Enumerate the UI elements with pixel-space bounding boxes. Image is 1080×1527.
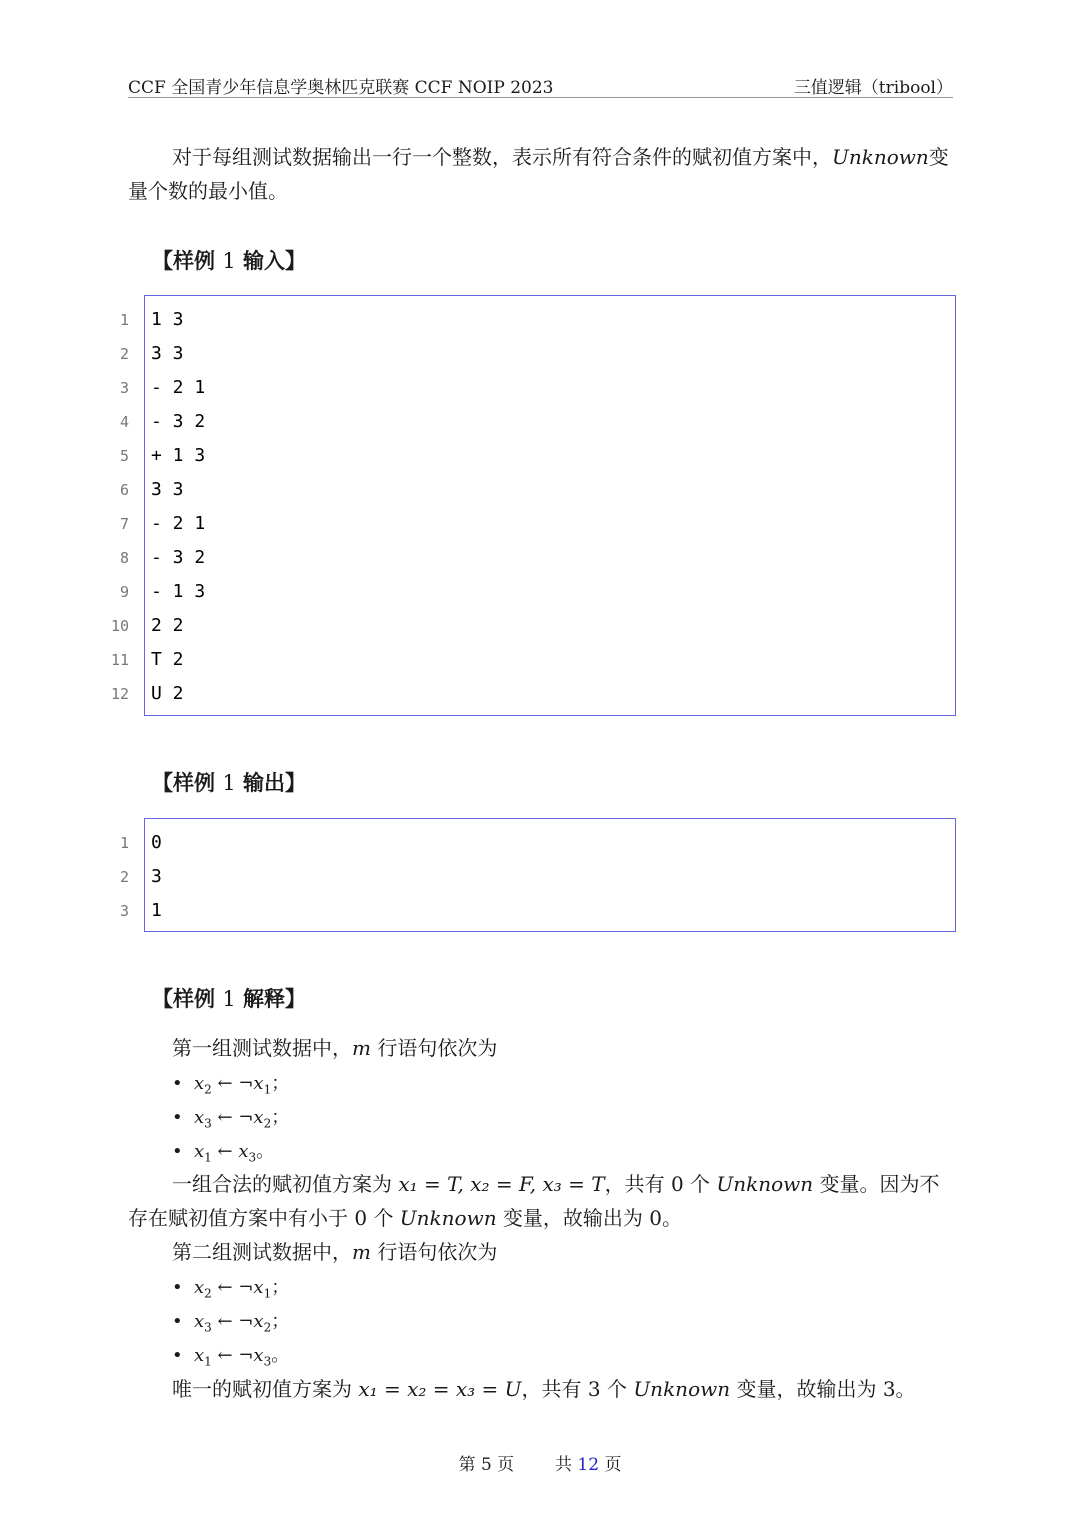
lhs-var: $x_1$ (194, 1345, 212, 1369)
result-b: ，共有 3 个 (521, 1377, 634, 1401)
code-line (110, 643, 955, 677)
title-left: 【样例 (152, 986, 215, 1011)
title-left: 【样例 (152, 770, 215, 795)
bullet-dot: • (172, 1073, 183, 1094)
code-line (119, 575, 955, 609)
m-variable: m (352, 1036, 371, 1060)
sample-input-codebox (110, 295, 956, 716)
line-number: 1 (119, 834, 129, 852)
intro-a: 第二组测试数据中， (172, 1240, 352, 1264)
code-line (119, 473, 955, 507)
code-line (119, 303, 955, 337)
line-number: 9 (119, 583, 129, 601)
total-suffix: 页 (604, 1455, 622, 1475)
unknown-term: Unknown (832, 145, 929, 169)
line-number: 3 (119, 379, 129, 397)
code-text: 3 3 (151, 343, 184, 364)
code-text: - 2 1 (151, 377, 206, 398)
lhs-var: $x_3$ (194, 1107, 212, 1131)
total-prefix: 共 (554, 1455, 572, 1475)
rhs-var: $x_3$ (238, 1141, 257, 1165)
header-title: CCF 全国青少年信息学奥林匹克联赛 CCF NOIP 2023 (128, 78, 554, 98)
title-right: 输出】 (243, 770, 306, 795)
code-text: U 2 (151, 683, 184, 704)
lhs-var: $x_3$ (194, 1311, 212, 1335)
line-number: 11 (110, 651, 129, 669)
group1-intro (172, 1031, 497, 1065)
code-text: 3 3 (151, 479, 184, 500)
code-text: T 2 (151, 649, 184, 670)
title-num: 1 (222, 987, 236, 1011)
operator: ← ¬ (211, 1073, 254, 1094)
assignment-math: x₁ = T, x₂ = F, x₃ = T (398, 1172, 605, 1196)
rhs-var: $x_2$ (253, 1311, 272, 1335)
code-line (110, 677, 955, 711)
lhs-var: $x_1$ (194, 1141, 212, 1165)
code-line (119, 371, 955, 405)
code-text: 1 (151, 900, 162, 921)
terminator: ； (271, 1107, 290, 1128)
terminator: ； (271, 1277, 290, 1298)
code-text: 0 (151, 832, 162, 853)
line-number: 8 (119, 549, 129, 567)
code-line (119, 439, 955, 473)
line-number: 3 (119, 902, 129, 920)
sample-explanation-title (152, 983, 306, 1013)
intro-text-end: 变量个数的最小值。 (128, 145, 949, 203)
rhs-var: $x_1$ (253, 1277, 272, 1301)
code-line (110, 609, 955, 643)
line-number: 4 (119, 413, 129, 431)
code-line (119, 541, 955, 575)
code-text: 2 2 (151, 615, 184, 636)
title-right: 输入】 (243, 248, 306, 273)
code-text: + 1 3 (151, 445, 206, 466)
operator: ← ¬ (211, 1345, 254, 1366)
page-footer (0, 1450, 1080, 1475)
line-number: 10 (110, 617, 129, 635)
result-c: 变量，故输出为 3。 (730, 1377, 916, 1401)
code-text: - 3 2 (151, 411, 206, 432)
header-divider (128, 97, 953, 98)
code-line (119, 894, 955, 928)
bullet-dot: • (172, 1107, 183, 1128)
m-variable: m (352, 1240, 371, 1264)
intro-text: 对于每组测试数据输出一行一个整数，表示所有符合条件的赋初值方案中， (172, 145, 832, 169)
title-left: 【样例 (152, 248, 215, 273)
result-d: 变量，故输出为 0。 (496, 1206, 683, 1230)
operator: ← ¬ (211, 1277, 254, 1298)
code-line (119, 405, 955, 439)
header-problem-name: 三值逻辑（tribool） (793, 78, 953, 98)
bullet-dot: • (172, 1311, 183, 1332)
line-number: 2 (119, 868, 129, 886)
page-number: 第 5 页 (458, 1455, 515, 1475)
assignment-math: x₁ = x₂ = x₃ = U (358, 1377, 522, 1401)
code-text: 3 (151, 866, 162, 887)
result-a: 一组合法的赋初值方案为 (172, 1172, 399, 1196)
group2-result (172, 1372, 916, 1406)
code-text: - 1 3 (151, 581, 206, 602)
rhs-var: $x_3$ (253, 1345, 272, 1369)
code-line (119, 337, 955, 371)
result-c: 变量。因为不存在赋初值方案中有小于 0 个 (128, 1172, 940, 1230)
total-pages-link[interactable]: 12 (577, 1455, 600, 1475)
operator: ← ¬ (211, 1107, 254, 1128)
rhs-var: $x_2$ (253, 1107, 272, 1131)
title-num: 1 (222, 771, 236, 795)
rhs-var: $x_1$ (253, 1073, 272, 1097)
terminator: 。 (271, 1345, 290, 1366)
code-text: 1 3 (151, 309, 184, 330)
lhs-var: $x_2$ (194, 1073, 212, 1097)
unknown-term: Unknown (716, 1172, 814, 1196)
operator: ← ¬ (211, 1311, 254, 1332)
group2-intro (172, 1235, 497, 1269)
sample-output-codebox (119, 818, 956, 932)
title-right: 解释】 (243, 986, 306, 1011)
line-number: 7 (119, 515, 129, 533)
group1-result (128, 1167, 954, 1235)
bullet-dot: • (172, 1345, 183, 1366)
terminator: ； (271, 1073, 290, 1094)
sample-input-title (152, 245, 306, 275)
unknown-term: Unknown (399, 1206, 497, 1230)
bullet-dot: • (172, 1141, 183, 1162)
line-number: 2 (119, 345, 129, 363)
line-number: 1 (119, 311, 129, 329)
operator: ← (211, 1141, 239, 1162)
line-number: 5 (119, 447, 129, 465)
code-line (119, 507, 955, 541)
lhs-var: $x_2$ (194, 1277, 212, 1301)
output-description (128, 140, 954, 208)
bullet-dot: • (172, 1277, 183, 1298)
line-number: 6 (119, 481, 129, 499)
code-line (119, 860, 955, 894)
intro-b: 行语句依次为 (377, 1036, 498, 1060)
unknown-term: Unknown (633, 1377, 731, 1401)
code-text: - 3 2 (151, 547, 206, 568)
result-a: 唯一的赋初值方案为 (172, 1377, 359, 1401)
code-line (119, 826, 955, 860)
terminator: ； (271, 1311, 290, 1332)
sample-output-title (152, 767, 306, 797)
result-b: ，共有 0 个 (604, 1172, 717, 1196)
terminator: 。 (256, 1141, 275, 1162)
code-text: - 2 1 (151, 513, 206, 534)
title-num: 1 (222, 249, 236, 273)
intro-a: 第一组测试数据中， (172, 1036, 352, 1060)
intro-b: 行语句依次为 (377, 1240, 498, 1264)
line-number: 12 (110, 685, 129, 703)
